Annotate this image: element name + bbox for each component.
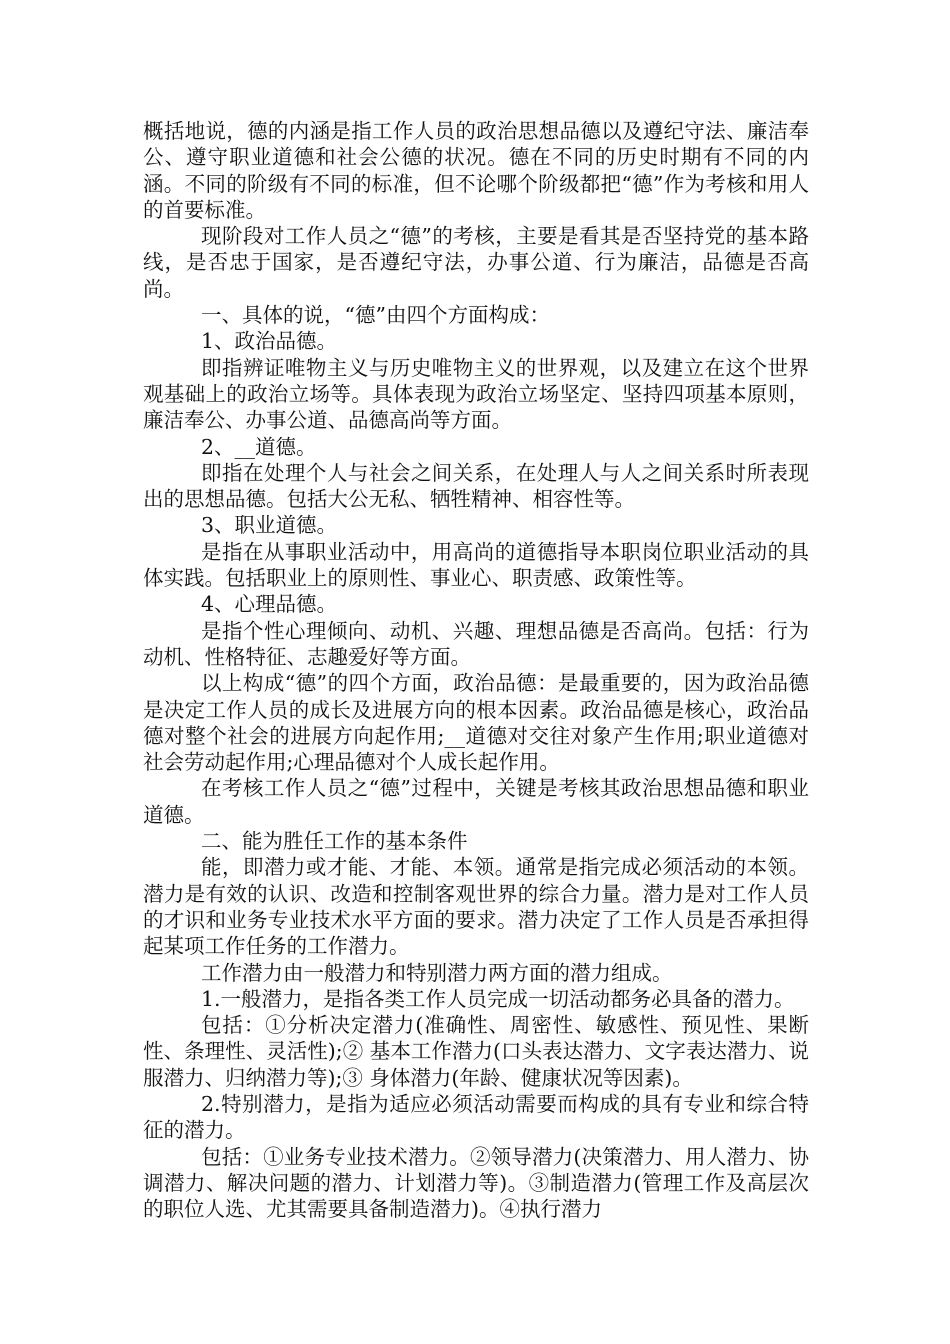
section-heading-ability: 二、能为胜任工作的基本条件 [201,829,468,854]
paragraph-social-morality: 即指在处理个人与社会之间关系，在处理人与人之间关系时所表现出的思想品德。包括大公无私、牺牲精神、相容性等。 [143,460,809,512]
paragraph-de-definition: 概括地说，德的内涵是指工作人员的政治思想品德以及遵纪守法、廉洁奉公、遵守职业道德和社会公德的状况。德在不同的历史时期有不同的内涵。不同的阶级有不同的标准，但不论哪个阶级都把“德”作为考核和用人的首要标准。 [143,119,809,222]
paragraph-ability-definition: 能，即潜力或才能、才能、本领。通常是指完成必须活动的本领。潜力是有效的认识、改造和控制客观世界的综合力量。潜力是对工作人员的才识和业务专业技术水平方面的要求。潜力决定了工作人员是否承担得起某项工作任务的工作潜力。 [143,855,809,959]
paragraph-ability-composition: 工作潜力由一般潜力和特别潜力两方面的潜力组成。 [201,960,673,985]
paragraph-psychological-morality: 是指个性心理倾向、动机、兴趣、理想品德是否高尚。包括：行为动机、性格特征、志趣爱好等方面。 [143,618,809,669]
paragraph-current-assessment: 现阶段对工作人员之“德”的考核，主要是看其是否坚持党的基本路线，是否忠于国家，是否遵纪守法，办事公道、行为廉洁，品德是否高尚。 [143,224,809,301]
paragraph-assessment-key: 在考核工作人员之“德”过程中，关键是考核其政治思想品德和职业道德。 [143,776,809,827]
paragraph-general-ability: 1.一般潜力，是指各类工作人员完成一切活动都务必具备的潜力。 [201,986,795,1011]
paragraph-special-ability: 2.特别潜力，是指为适应必须活动需要而构成的具有专业和综合特征的潜力。 [143,1091,809,1143]
paragraph-special-ability-includes: 包括：①业务专业技术潜力。②领导潜力(决策潜力、用人潜力、协调潜力、解决问题的潜力、计划潜力等)。③制造潜力(管理工作及高层次的职位人选、尤其需要具备制造潜力)。④执行潜力 [143,1144,809,1222]
item-heading-professional-ethics: 3、职业道德。 [201,513,338,538]
item-heading-social-morality: 2、__道德。 [201,434,317,459]
paragraph-general-ability-includes: 包括：①分析决定潜力(准确性、周密性、敏感性、预见性、果断性、条理性、灵活性);② 基本工作潜力(口头表达潜力、文字表达潜力、说服潜力、归纳潜力等);③ 身体潜力(年龄、健康状况等因素)。 [143,1013,809,1090]
section-heading-de-components: 一、具体的说，“德”由四个方面构成： [201,303,550,328]
paragraph-political-morality: 即指辨证唯物主义与历史唯物主义的世界观，以及建立在这个世界观基础上的政治立场等。具体表现为政治立场坚定、坚持四项基本原则，廉洁奉公、办事公道、品德高尚等方面。 [143,355,809,433]
paragraph-four-aspects-summary: 以上构成“德”的四个方面，政治品德：是最重要的，因为政治品德是决定工作人员的成长及进展方向的根本因素。政治品德是核心，政治品德对整个社会的进展方向起作用;__道德对交往对象产生作用;职业道德对社会劳动起作用;心理品德对个人成长起作用。 [143,671,809,775]
item-heading-psychological-morality: 4、心理品德。 [201,592,338,617]
document-page [143,118,809,1222]
paragraph-professional-ethics: 是指在从事职业活动中，用高尚的道德指导本职岗位职业活动的具体实践。包括职业上的原则性、事业心、职责感、政策性等。 [143,539,809,591]
item-heading-political-morality: 1、政治品德。 [201,329,338,354]
